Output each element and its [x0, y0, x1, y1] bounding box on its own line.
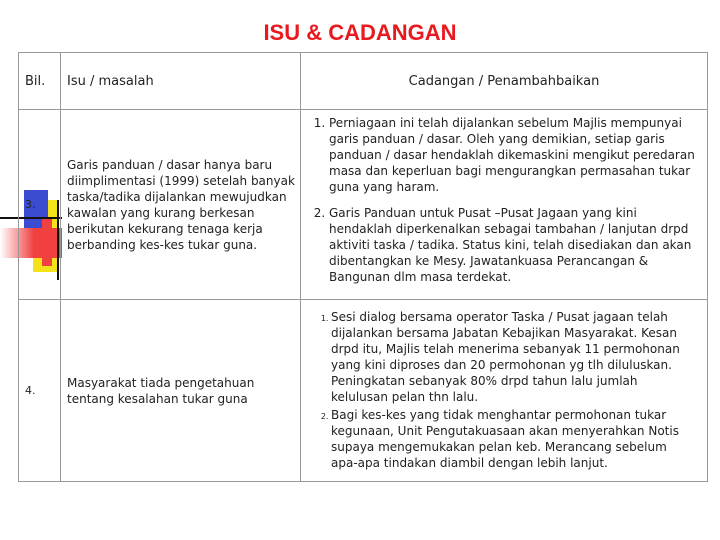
row-number: 4. [19, 300, 61, 482]
table-row [19, 300, 708, 482]
page-title: ISU & CADANGAN [263, 20, 457, 45]
header-bil: Bil. [19, 53, 61, 110]
suggestion-item: 2. Garis Panduan untuk Pusat –Pusat Jagaan yang kini hendaklah diperkenalkan sebagai tambahan / lanjutan drpd aktiviti taska / tadika. Status kini, telah disediakan dan akan dibentangkan ke Mesy. Jawatankuasa Perancangan & Bangunan dlm masa terdekat. [329, 205, 697, 285]
row-number: 3. [19, 110, 61, 300]
suggestion-item: 1. Perniagaan ini telah dijalankan sebelum Majlis mempunyai garis panduan / dasar. Oleh yang demikian, setiap garis panduan / dasar hendaklah dikemaskini mengikut peredaran masa dan keperluan bagi mengurangkan permasahan tukar guna yang haram. [329, 115, 697, 195]
suggestion-item: 2. Bagi kes-kes yang tidak menghantar permohonan tukar kegunaan, Unit Pengutakuasaan akan menyerahkan Notis supaya mengemukakan pelan keb. Merancang sebelum apa-apa tindakan diambil dengan lebih lanjut. [331, 407, 697, 471]
table-row [19, 110, 708, 300]
suggestion-cell [301, 110, 708, 300]
issue-text: Garis panduan / dasar hanya baru diimplimentasi (1999) setelah banyak taska/tadika dijalankan mewujudkan kawalan yang kurang berkesan berikutan kekurang tenaga kerja berbanding kes-kes tukar guna. [61, 110, 301, 300]
issues-table [18, 52, 708, 482]
suggestion-list [309, 309, 697, 471]
suggestion-list [309, 115, 697, 285]
table-header-row [19, 53, 708, 110]
suggestion-cell [301, 300, 708, 482]
header-isu: Isu / masalah [61, 53, 301, 110]
header-cadangan: Cadangan / Penambahbaikan [301, 53, 708, 110]
issue-text: Masyarakat tiada pengetahuan tentang kesalahan tukar guna [61, 300, 301, 482]
suggestion-item: 1. Sesi dialog bersama operator Taska / Pusat jagaan telah dijalankan bersama Jabatan Kebajikan Masyarakat. Kesan drpd itu, Majlis telah menerima sebanyak 11 permohonan yang kini diproses dan 20 permohonan yg tlh diluluskan. Peningkatan sebanyak 80% drpd tahun lalu jumlah kelulusan pelan thn lalu. [331, 309, 697, 405]
